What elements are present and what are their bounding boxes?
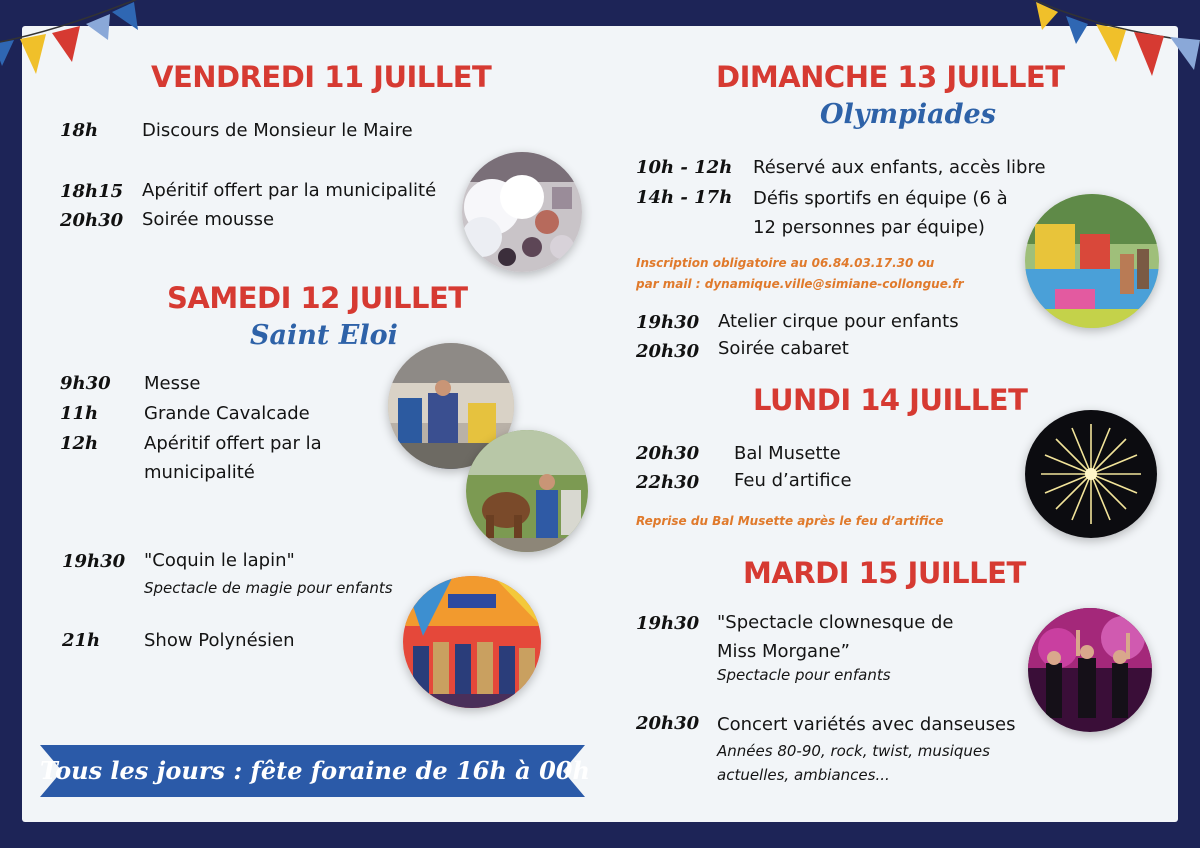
bouncy-castle-photo (1025, 194, 1159, 328)
sunday-note-line-1: Inscription obligatoire au 06.84.03.17.30 ou (636, 256, 935, 270)
saturday-label-1: Messe (144, 373, 201, 394)
friday-time-2: 18h15 (60, 181, 124, 202)
saturday-time-3: 12h (60, 433, 99, 454)
saturday-time-5: 21h (62, 630, 101, 651)
sunday-subtitle: Olympiades (820, 99, 996, 130)
sunday-label-4: Soirée cabaret (718, 338, 849, 359)
saturday-label-3: Apéritif offert par la municipalité (144, 433, 322, 483)
sunday-time-1: 10h - 12h (636, 157, 733, 178)
sunday-label-3: Atelier cirque pour enfants (718, 311, 959, 332)
sunday-time-3: 19h30 (636, 312, 700, 333)
monday-heading: LUNDI 14 JUILLET (753, 383, 1028, 417)
monday-note: Reprise du Bal Musette après le feu d’artifice (636, 514, 944, 528)
friday-time-3: 20h30 (60, 210, 124, 231)
saturday-label-2: Grande Cavalcade (144, 403, 310, 424)
fun-fair-banner (40, 745, 590, 797)
sunday-label-2: Défis sportifs en équipe (6 à 12 personnes par équipe) (753, 188, 1008, 238)
tuesday-detail-1: Spectacle pour enfants (717, 666, 891, 684)
cabaret-dancers-photo (1028, 608, 1152, 732)
foam-party-photo (462, 152, 582, 272)
friday-time-1: 18h (60, 120, 99, 141)
tuesday-time-2: 20h30 (636, 713, 700, 734)
horse-cavalcade-photo (466, 430, 588, 552)
saturday-time-4: 19h30 (62, 551, 126, 572)
saturday-label-5: Show Polynésien (144, 630, 295, 651)
friday-label-2: Apéritif offert par la municipalité (142, 180, 437, 201)
tuesday-heading: MARDI 15 JUILLET (743, 556, 1026, 590)
tuesday-time-1: 19h30 (636, 613, 700, 634)
tuesday-label-1: "Spectacle clownesque de Miss Morgane” (717, 612, 954, 662)
tuesday-label-2: Concert variétés avec danseuses (717, 714, 1016, 735)
monday-time-2: 22h30 (636, 472, 700, 493)
friday-label-3: Soirée mousse (142, 209, 275, 230)
saturday-time-1: 9h30 (60, 373, 111, 394)
sunday-time-2: 14h - 17h (636, 187, 733, 208)
monday-label-2: Feu d’artifice (734, 470, 852, 491)
sunday-note-line-2: par mail : dynamique.ville@simiane-collongue.fr (636, 277, 964, 291)
sunday-time-4: 20h30 (636, 341, 700, 362)
saturday-subtitle: Saint Eloi (250, 320, 398, 351)
sunday-heading: DIMANCHE 13 JUILLET (716, 60, 1065, 94)
tuesday-detail-2: Années 80-90, rock, twist, musiques actuelles, ambiances... (717, 742, 990, 784)
monday-time-1: 20h30 (636, 443, 700, 464)
fireworks-photo (1025, 410, 1157, 538)
polynesian-show-photo (403, 576, 541, 708)
friday-label-1: Discours de Monsieur le Maire (142, 120, 413, 141)
friday-heading: VENDREDI 11 JUILLET (151, 60, 492, 94)
sunday-label-1: Réservé aux enfants, accès libre (753, 157, 1046, 178)
saturday-detail-4: Spectacle de magie pour enfants (144, 579, 393, 597)
bunting-left-icon (0, 0, 160, 80)
saturday-time-2: 11h (60, 403, 99, 424)
saturday-label-4: "Coquin le lapin" (144, 550, 295, 571)
saturday-heading: SAMEDI 12 JUILLET (167, 281, 468, 315)
fun-fair-banner-text: Tous les jours : fête foraine de 16h à 00h (40, 756, 590, 785)
monday-label-1: Bal Musette (734, 443, 841, 464)
